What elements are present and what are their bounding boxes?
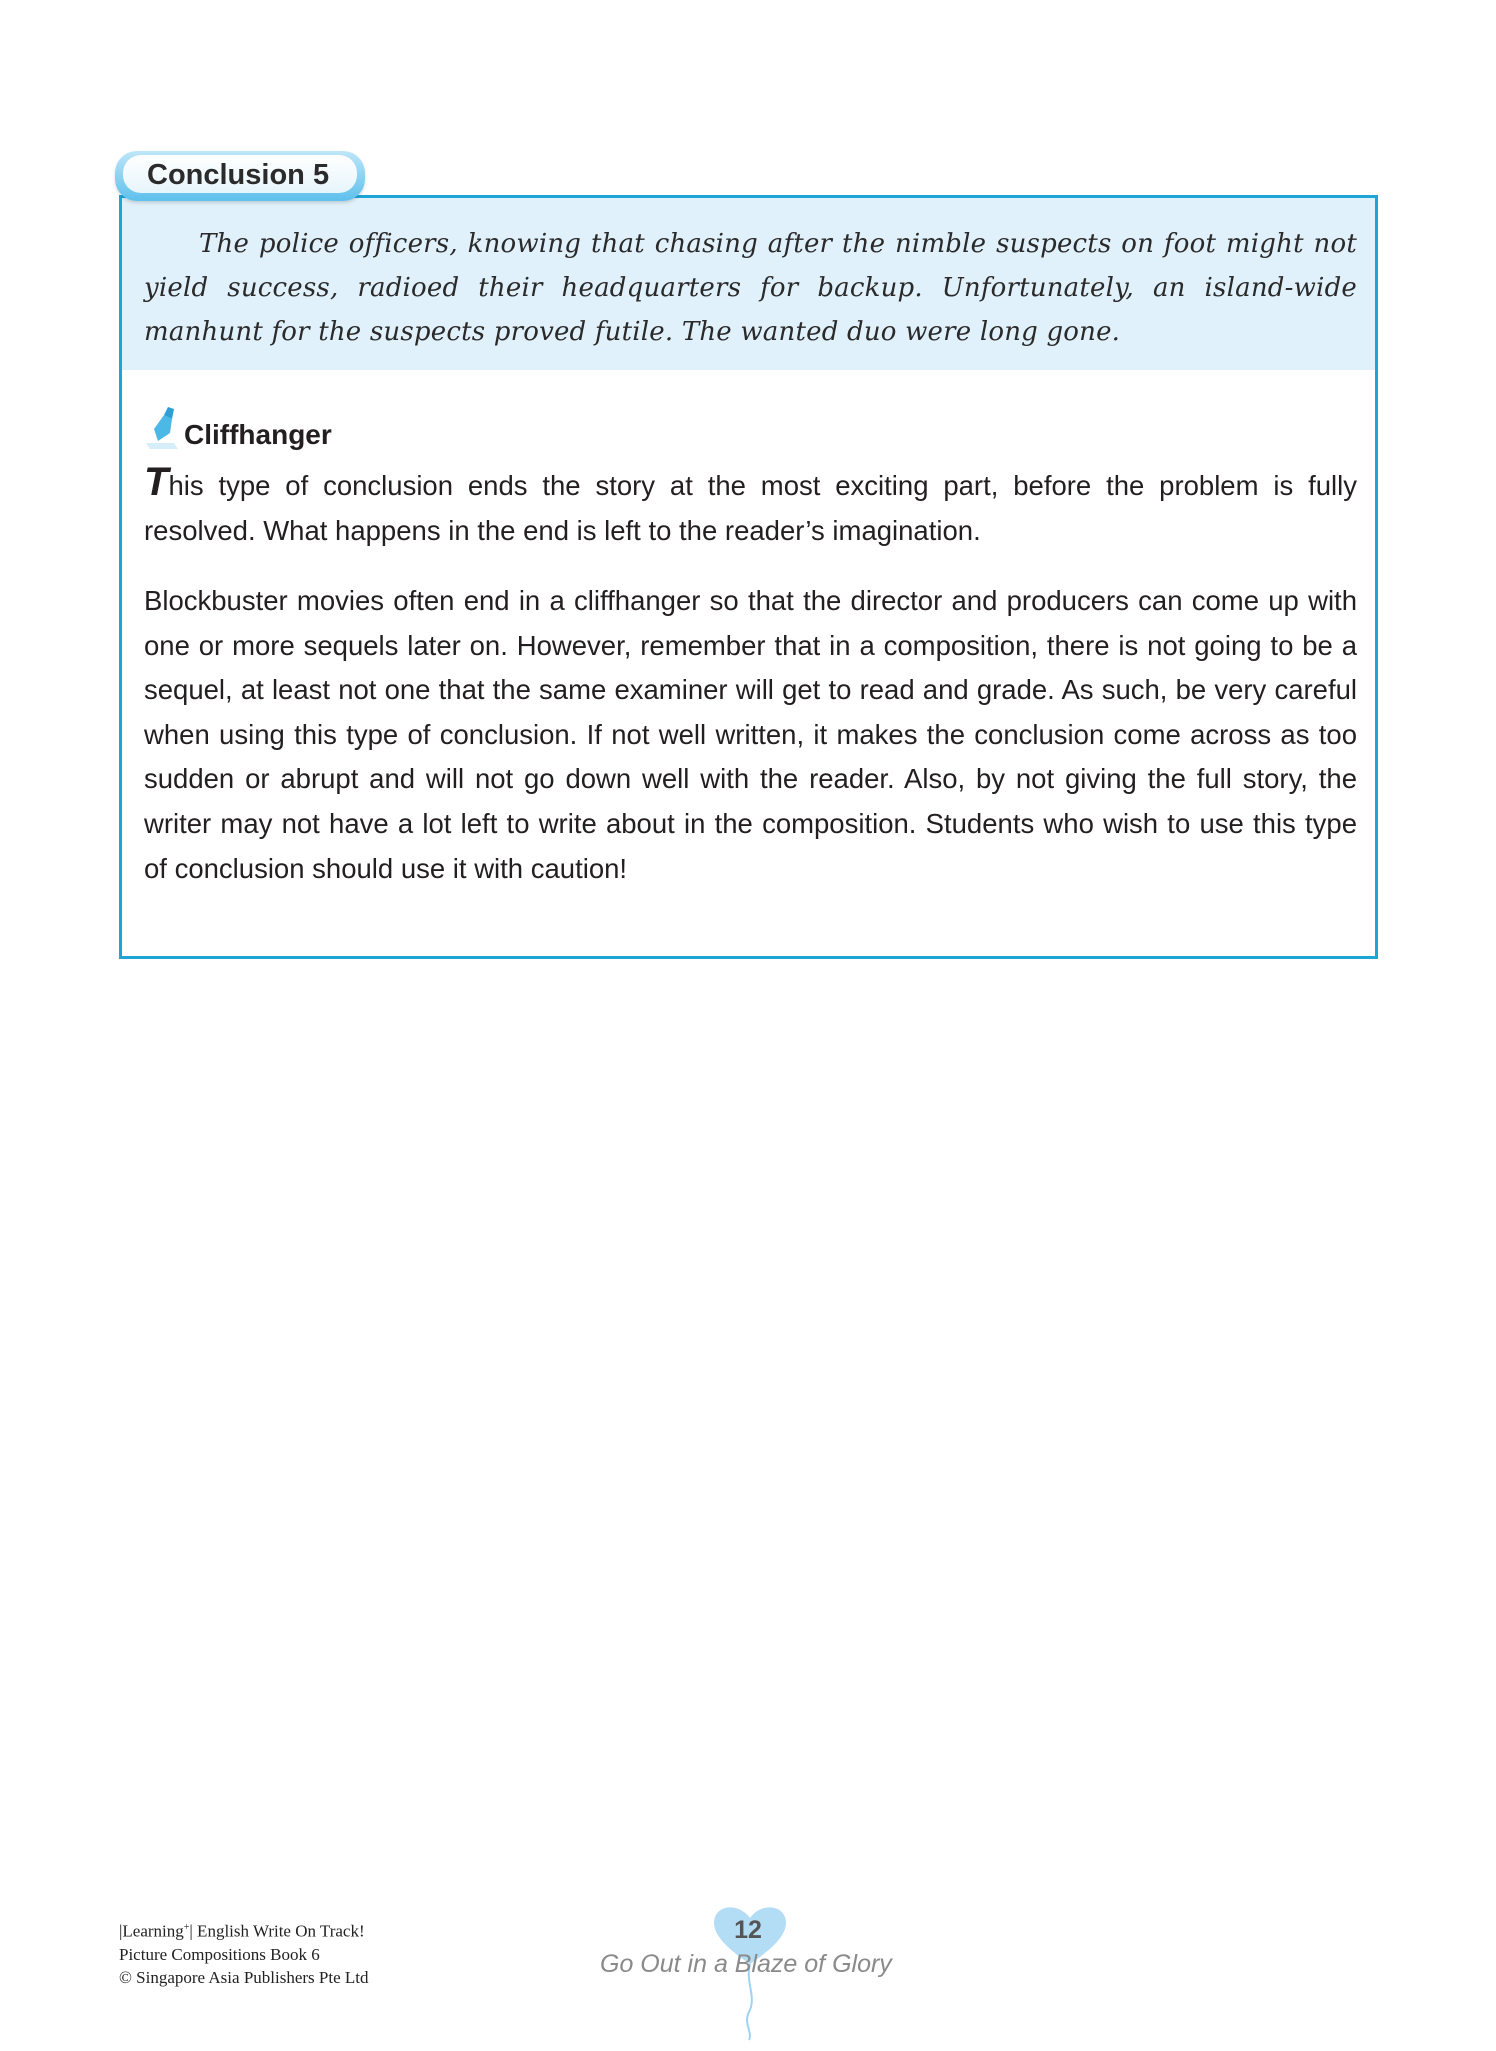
footer-publisher-info [119,1916,369,1989]
story-example-text: The police officers, knowing that chasing after the nimble suspects on foot might not yield success, radioed their headquarters for backup. Unfortunately, an island-wide manhunt for the suspects proved futile. The wanted duo were long gone. [144,229,1357,347]
heading-text: Cliffhanger [184,419,332,450]
footer-series: |Learning+| English Write On Track! [119,1921,365,1941]
drop-cap: T [144,460,169,504]
story-example-panel [122,198,1375,370]
section-tab-label: Conclusion 5 [147,159,330,191]
paragraph-1-text: his type of conclusion ends the story at the most exciting part, before the problem is fully resolved. What happens in the end is left to the reader’s imagination. [144,470,1357,546]
chapter-title: Go Out in a Blaze of Glory [600,1950,892,1978]
page-number: 12 [734,1916,762,1944]
footer-book: Picture Compositions Book 6 [119,1944,320,1964]
paragraph-2: Blockbuster movies often end in a cliffhanger so that the director and producers can come up with one or more sequels later on. However, remember that in a composition, there is not going to be a sequel, at least not one that the same examiner will get to read and grade. As such, be very careful when using this type of conclusion. If not well written, it makes the conclusion come across as too sudden or abrupt and will not go down well with the reader. Also, by not giving the full story, the writer may not have a lot left to write about in the composition. Students who wish to use this type of conclusion should use it with caution! [144,585,1357,884]
paragraph-1 [144,460,1357,553]
conclusion-box [119,195,1378,959]
pen-icon [144,403,188,453]
footer-copyright: © Singapore Asia Publishers Pte Ltd [119,1967,369,1987]
section-tab [115,151,365,201]
